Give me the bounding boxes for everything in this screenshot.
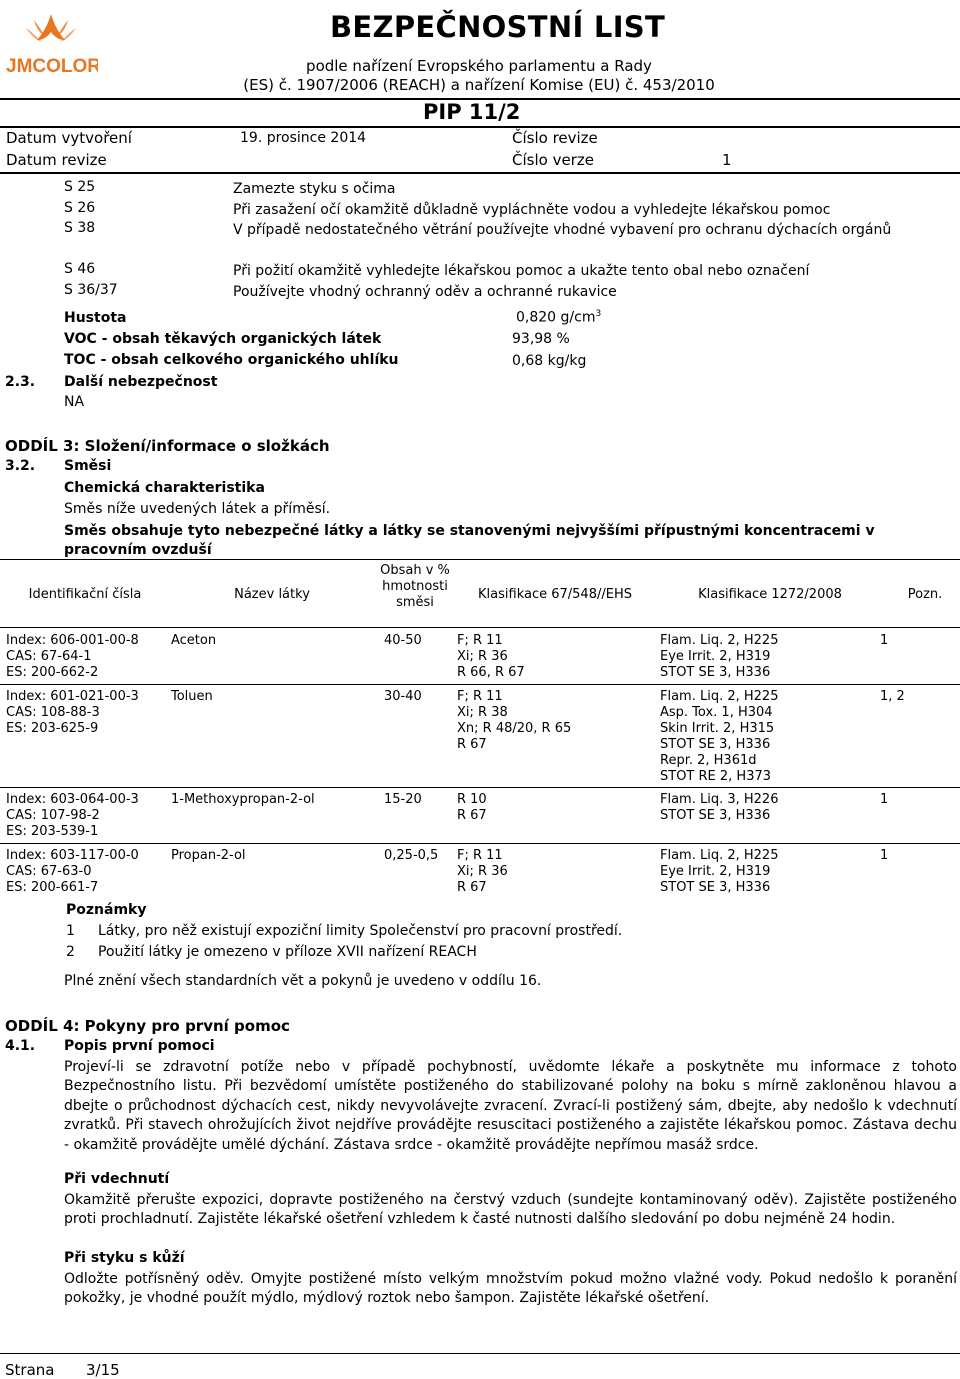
char-title: Chemická charakteristika	[64, 480, 265, 496]
table-row-rule	[0, 787, 960, 788]
document-title: BEZPEČNOSTNÍ LIST	[330, 10, 666, 44]
revision-number-label: Číslo revize	[512, 129, 598, 147]
created-value: 19. prosince 2014	[240, 130, 367, 146]
regulation-subtitle	[238, 57, 720, 95]
inhalation-text: Okamžitě přerušte expozici, dopravte postiženého na čerstvý vzduch (sundejte kontaminovaný oděv). Zajistěte postiženého proti prochladnutí. Zajistěte lékařské ošetření vzhledem k časté nutnosti dalšího sledování po dobu nejméně 24 hodin.	[64, 1192, 957, 1228]
subtitle-line-2: (ES) č. 1907/2006 (REACH) a nařízení Komise (EU) č. 453/2010	[243, 76, 715, 94]
version-value: 1	[722, 151, 732, 169]
column-header-klas1272: Klasifikace 1272/2008	[698, 587, 842, 602]
subsection-title: Směsi	[64, 458, 112, 474]
note-text: Látky, pro něž existují expoziční limity Společenství pro pracovní prostředí.	[98, 923, 623, 939]
table-row-name: Toluen	[171, 689, 213, 704]
property-value: 0,68 kg/kg	[512, 353, 587, 369]
table-row-name: Propan-2-ol	[171, 848, 246, 863]
table-row-content: 0,25-0,5	[384, 848, 439, 863]
table-row-content: 40-50	[384, 633, 422, 648]
table-row-klas67: F; R 11 Xi; R 38 Xn; R 48/20, R 65 R 67	[457, 689, 572, 752]
revision-date-label: Datum revize	[6, 151, 107, 169]
table-row-content: 15-20	[384, 792, 422, 807]
table-row-rule	[0, 843, 960, 844]
property-label: Hustota	[64, 310, 127, 326]
table-row-klas1272: Flam. Liq. 2, H225 Eye Irrit. 2, H319 STOT SE 3, H336	[660, 848, 779, 895]
table-row-klas1272: Flam. Liq. 2, H225 Asp. Tox. 1, H304 Skin Irrit. 2, H315 STOT SE 3, H336 Repr. 2, H361d STOT RE 2, H373	[660, 689, 779, 784]
s-phrase-code: S 26	[64, 200, 96, 216]
section-number: 4.1.	[5, 1038, 36, 1054]
section-number: 3.2.	[5, 458, 36, 474]
s-phrase-text: Při požití okamžitě vyhledejte lékařskou pomoc a ukažte tento obal nebo označení	[233, 263, 810, 279]
subsection-title: Popis první pomoci	[64, 1038, 215, 1054]
footer-rule	[0, 1353, 960, 1354]
table-row-note: 1, 2	[880, 689, 905, 704]
property-label: TOC - obsah celkového organického uhlíku	[64, 352, 399, 368]
table-row-note: 1	[880, 792, 889, 807]
contains-statement: Směs obsahuje tyto nebezpečné látky a látky se stanovenými nejvyššími přípustnými koncentracemi v pracovním ovzduší	[64, 523, 875, 558]
jmcolor-logo	[4, 10, 98, 82]
inhalation-title: Při vdechnutí	[64, 1171, 170, 1187]
table-row-klas1272: Flam. Liq. 3, H226 STOT SE 3, H336	[660, 792, 779, 823]
note-number: 1	[66, 923, 75, 939]
table-row-klas67: F; R 11 Xi; R 36 R 67	[457, 848, 508, 895]
table-top-rule	[0, 559, 960, 560]
s-phrase-text: Zamezte styku s očima	[233, 181, 396, 197]
section-value: NA	[64, 394, 85, 410]
table-row-klas67: F; R 11 Xi; R 36 R 66, R 67	[457, 633, 525, 680]
table-row-rule	[0, 684, 960, 685]
version-label: Číslo verze	[512, 151, 594, 169]
notes-title: Poznámky	[66, 902, 147, 918]
section-4-heading: ODDÍL 4: Pokyny pro první pomoc	[5, 1017, 290, 1035]
full-text-note: Plné znění všech standardních vět a pokynů je uvedeno v oddílu 16.	[64, 973, 542, 989]
s-phrase-code: S 38	[64, 220, 96, 236]
skin-contact-text: Odložte potřísněný oděv. Omyjte postižené místo velkým množstvím pokud možno vlažné vody. Pokud nedošlo k poranění pokožky, je vhodné použít mýdlo, mýdlový roztok nebo šampon. Zajistěte lékařské ošetření.	[64, 1271, 957, 1307]
column-header-klas67: Klasifikace 67/548//EHS	[478, 587, 632, 602]
s-phrase-code: S 46	[64, 261, 96, 277]
table-row-ids: Index: 606-001-00-8 CAS: 67-64-1 ES: 200-662-2	[6, 633, 139, 680]
table-row-name: 1-Methoxypropan-2-ol	[171, 792, 315, 807]
skin-contact-title: Při styku s kůží	[64, 1250, 185, 1266]
table-row-note: 1	[880, 848, 889, 863]
logo-text: JMCOLOR	[6, 56, 98, 77]
header-divider-2	[0, 126, 960, 128]
s-phrase-text: Při zasažení očí okamžitě důkladně vypláchněte vodou a vyhledejte lékařskou pomoc	[233, 202, 831, 218]
section-title: Další nebezpečnost	[64, 374, 218, 390]
page-number: 3/15	[86, 1361, 120, 1379]
subtitle-line-1: podle nařízení Evropského parlamentu a Rady	[306, 57, 652, 75]
section-number: 2.3.	[5, 374, 36, 390]
table-row-content: 30-40	[384, 689, 422, 704]
created-label: Datum vytvoření	[6, 129, 132, 147]
s-phrase-text: V případě nedostatečného větrání používejte vhodné vybavení pro ochranu dýchacích orgánů	[233, 222, 892, 238]
column-header-ids: Identifikační čísla	[28, 587, 142, 602]
table-row-note: 1	[880, 633, 889, 648]
page-label: Strana	[5, 1361, 55, 1379]
table-row-ids: Index: 603-117-00-0 CAS: 67-63-0 ES: 200-661-7	[6, 848, 139, 895]
column-header-note: Pozn.	[907, 587, 943, 602]
header-bottom-rule	[0, 172, 960, 174]
product-code: PIP 11/2	[423, 100, 521, 124]
table-row-ids: Index: 601-021-00-3 CAS: 108-88-3 ES: 203-625-9	[6, 689, 139, 736]
s-phrase-code: S 25	[64, 179, 96, 195]
first-aid-general: Projeví-li se zdravotní potíže nebo v případě pochybností, uvědomte lékaře a poskytněte mu informace z tohoto Bezpečnostního listu. Při bezvědomí umístěte postiženého do stabilizované polohy na boku s mírně zakloněnou hlavou a dbejte o průchodnost dýchacích cest, nikdy nevyvolávejte zvracení. Zvrací-li postižený sám, dbejte, aby nedošlo k vdechnutí zvratků. Při stavech ohrožujících život nejdříve provádějte resuscitaci postiženého a zajistěte lékařskou pomoc. Zástava dechu - okamžitě provádějte umělé dýchání. Zástava srdce - okamžitě provádějte nepřímou masáž srdce.	[64, 1059, 957, 1153]
table-row-klas1272: Flam. Liq. 2, H225 Eye Irrit. 2, H319 STOT SE 3, H336	[660, 633, 779, 680]
table-header-rule	[0, 627, 960, 628]
table-row-name: Aceton	[171, 633, 217, 648]
note-text: Použití látky je omezeno v příloze XVII nařízení REACH	[98, 944, 477, 960]
property-value: 93,98 %	[512, 331, 570, 347]
column-header-content: Obsah v % hmotnosti směsi	[380, 563, 450, 610]
s-phrase-text: Používejte vhodný ochranný oděv a ochranné rukavice	[233, 284, 617, 300]
table-row-klas67: R 10 R 67	[457, 792, 487, 823]
column-header-name: Název látky	[234, 587, 310, 602]
section-3-heading: ODDÍL 3: Složení/informace o složkách	[5, 437, 330, 455]
char-text: Směs níže uvedených látek a příměsí.	[64, 501, 331, 517]
table-row-ids: Index: 603-064-00-3 CAS: 107-98-2 ES: 203-539-1	[6, 792, 139, 839]
property-label: VOC - obsah těkavých organických látek	[64, 331, 382, 347]
note-number: 2	[66, 944, 75, 960]
property-value: 0,820 $g/cm^3$	[516, 309, 602, 326]
s-phrase-code: S 36/37	[64, 282, 118, 298]
